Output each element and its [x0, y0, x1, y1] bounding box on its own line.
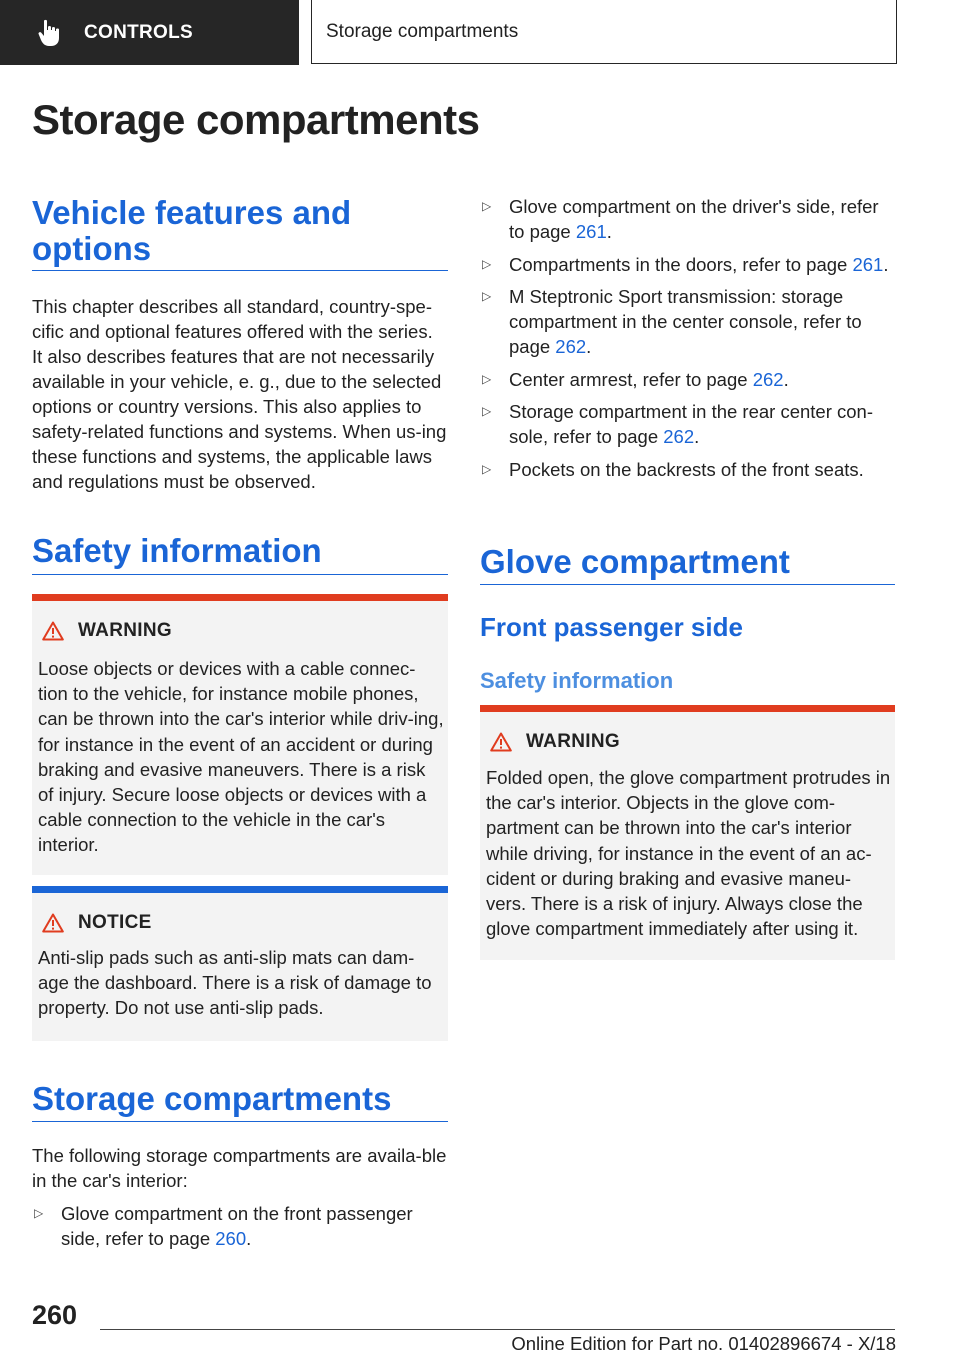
page-link[interactable]: 261 [575, 221, 607, 242]
warning-text: Folded open, the glove compartment protrudes in the car's interior. Objects in the glove com-partment can be thrown into the car's interior while driving, for instance in the event of an ac-cident or during braking and evasive maneu-vers. There is a risk of injury. Always close the glove compartment immediately after using it. [486, 767, 891, 940]
warning-bar [32, 594, 448, 601]
list-item-end: . [246, 1228, 252, 1249]
triangle-bullet-icon: ▷ [482, 461, 492, 476]
front-passenger-side-heading: Front passenger side [480, 612, 743, 642]
notice-text: Anti-slip pads such as anti-slip mats can dam-age the dashboard. There is a risk of damage to property. Do not use anti-slip pads. [38, 947, 432, 1019]
list-item-text: Center armrest, refer to page [509, 368, 753, 390]
warning-triangle-icon [490, 732, 512, 752]
warning-text: Loose objects or devices with a cable connec-tion to the vehicle, for instance mobile phones, can be thrown into the car's interior while driv-ing, for instance in the event of an accident or during braking and evasive maneuvers. There is a risk of injury. Secure loose objects or devices with a cable connection to the vehicle in the car's interior. [38, 658, 444, 856]
triangle-bullet-icon: ▷ [482, 256, 492, 271]
safety-information-heading: Safety information [32, 532, 322, 569]
list-item-end: . [883, 253, 889, 275]
page-title: Storage compartments [32, 96, 480, 143]
list-item [32, 1201, 448, 1251]
page-link[interactable]: 261 [852, 253, 884, 275]
notice-box [32, 886, 448, 1041]
triangle-bullet-icon: ▷ [482, 289, 492, 303]
heading-rule [480, 584, 895, 585]
warning-box [32, 594, 448, 875]
list-item [480, 284, 895, 359]
storage-list-left [32, 1201, 448, 1259]
list-item-text: Storage compartment in the rear center con-sole, refer to page [509, 401, 874, 447]
vehicle-features-text: This chapter describes all standard, country-spe-cific and optional features offered with the series. It also describes features that are not necessarily available in your vehicle, e. g., due to the selected options or country versions. This also applies to safety-related functions and systems. When us-ing these functions and systems, the applicable laws and regulations must be observed. [32, 296, 447, 492]
triangle-bullet-icon: ▷ [482, 199, 492, 213]
notice-triangle-icon [42, 913, 64, 933]
storage-compartments-heading: Storage compartments [32, 1080, 392, 1117]
page-link[interactable]: 262 [752, 368, 784, 390]
triangle-bullet-icon: ▷ [34, 1206, 44, 1220]
page-link[interactable]: 262 [663, 426, 695, 447]
warning-triangle-icon [42, 621, 64, 641]
list-item-end: . [694, 426, 700, 447]
list-item [480, 367, 895, 392]
warning-bar [480, 705, 895, 712]
list-item-text: Glove compartment on the front passenger side, refer to page [61, 1203, 413, 1249]
glove-warning-box [480, 705, 895, 960]
list-item-text: M Steptronic Sport transmission: storage compartment in the center console, refer to page [509, 286, 862, 357]
glove-compartment-heading: Glove compartment [480, 543, 790, 580]
list-item [480, 194, 895, 244]
storage-intro-text: The following storage compartments are availa-ble in the car's interior: [32, 1145, 447, 1191]
list-item-text: Pockets on the backrests of the front seats. [509, 458, 864, 480]
notice-label: NOTICE [78, 912, 152, 933]
heading-rule [32, 270, 448, 271]
list-item-end: . [783, 368, 789, 390]
footer-rule [100, 1329, 895, 1330]
page-number: 260 [32, 1300, 78, 1330]
list-item-text: Glove compartment on the driver's side, refer to page [509, 196, 879, 242]
topic-tab [311, 0, 897, 64]
storage-list-right [480, 194, 895, 489]
triangle-bullet-icon: ▷ [482, 371, 492, 386]
edition-text: Online Edition for Part no. 01402896674 - X/18 [511, 1333, 896, 1354]
list-item [480, 252, 895, 277]
vehicle-features-heading: Vehicle features and options [32, 194, 352, 267]
list-item-text: Compartments in the doors, refer to page [509, 253, 853, 275]
page-link[interactable]: 260 [215, 1228, 247, 1249]
section-tab [0, 0, 299, 65]
triangle-bullet-icon: ▷ [482, 404, 492, 418]
warning-label: WARNING [78, 620, 172, 641]
glove-safety-heading: Safety information [480, 668, 674, 693]
list-item-end: . [586, 336, 592, 357]
notice-bar [32, 886, 448, 893]
hand-pointer-icon [38, 19, 62, 47]
list-item-end: . [606, 221, 612, 242]
list-item [480, 457, 895, 482]
heading-rule [32, 1121, 448, 1122]
warning-label: WARNING [526, 731, 620, 752]
topic-label: Storage compartments [326, 20, 519, 42]
section-label: CONTROLS [84, 21, 194, 43]
page-link[interactable]: 262 [555, 336, 587, 357]
heading-rule [32, 574, 448, 575]
list-item [480, 399, 895, 449]
